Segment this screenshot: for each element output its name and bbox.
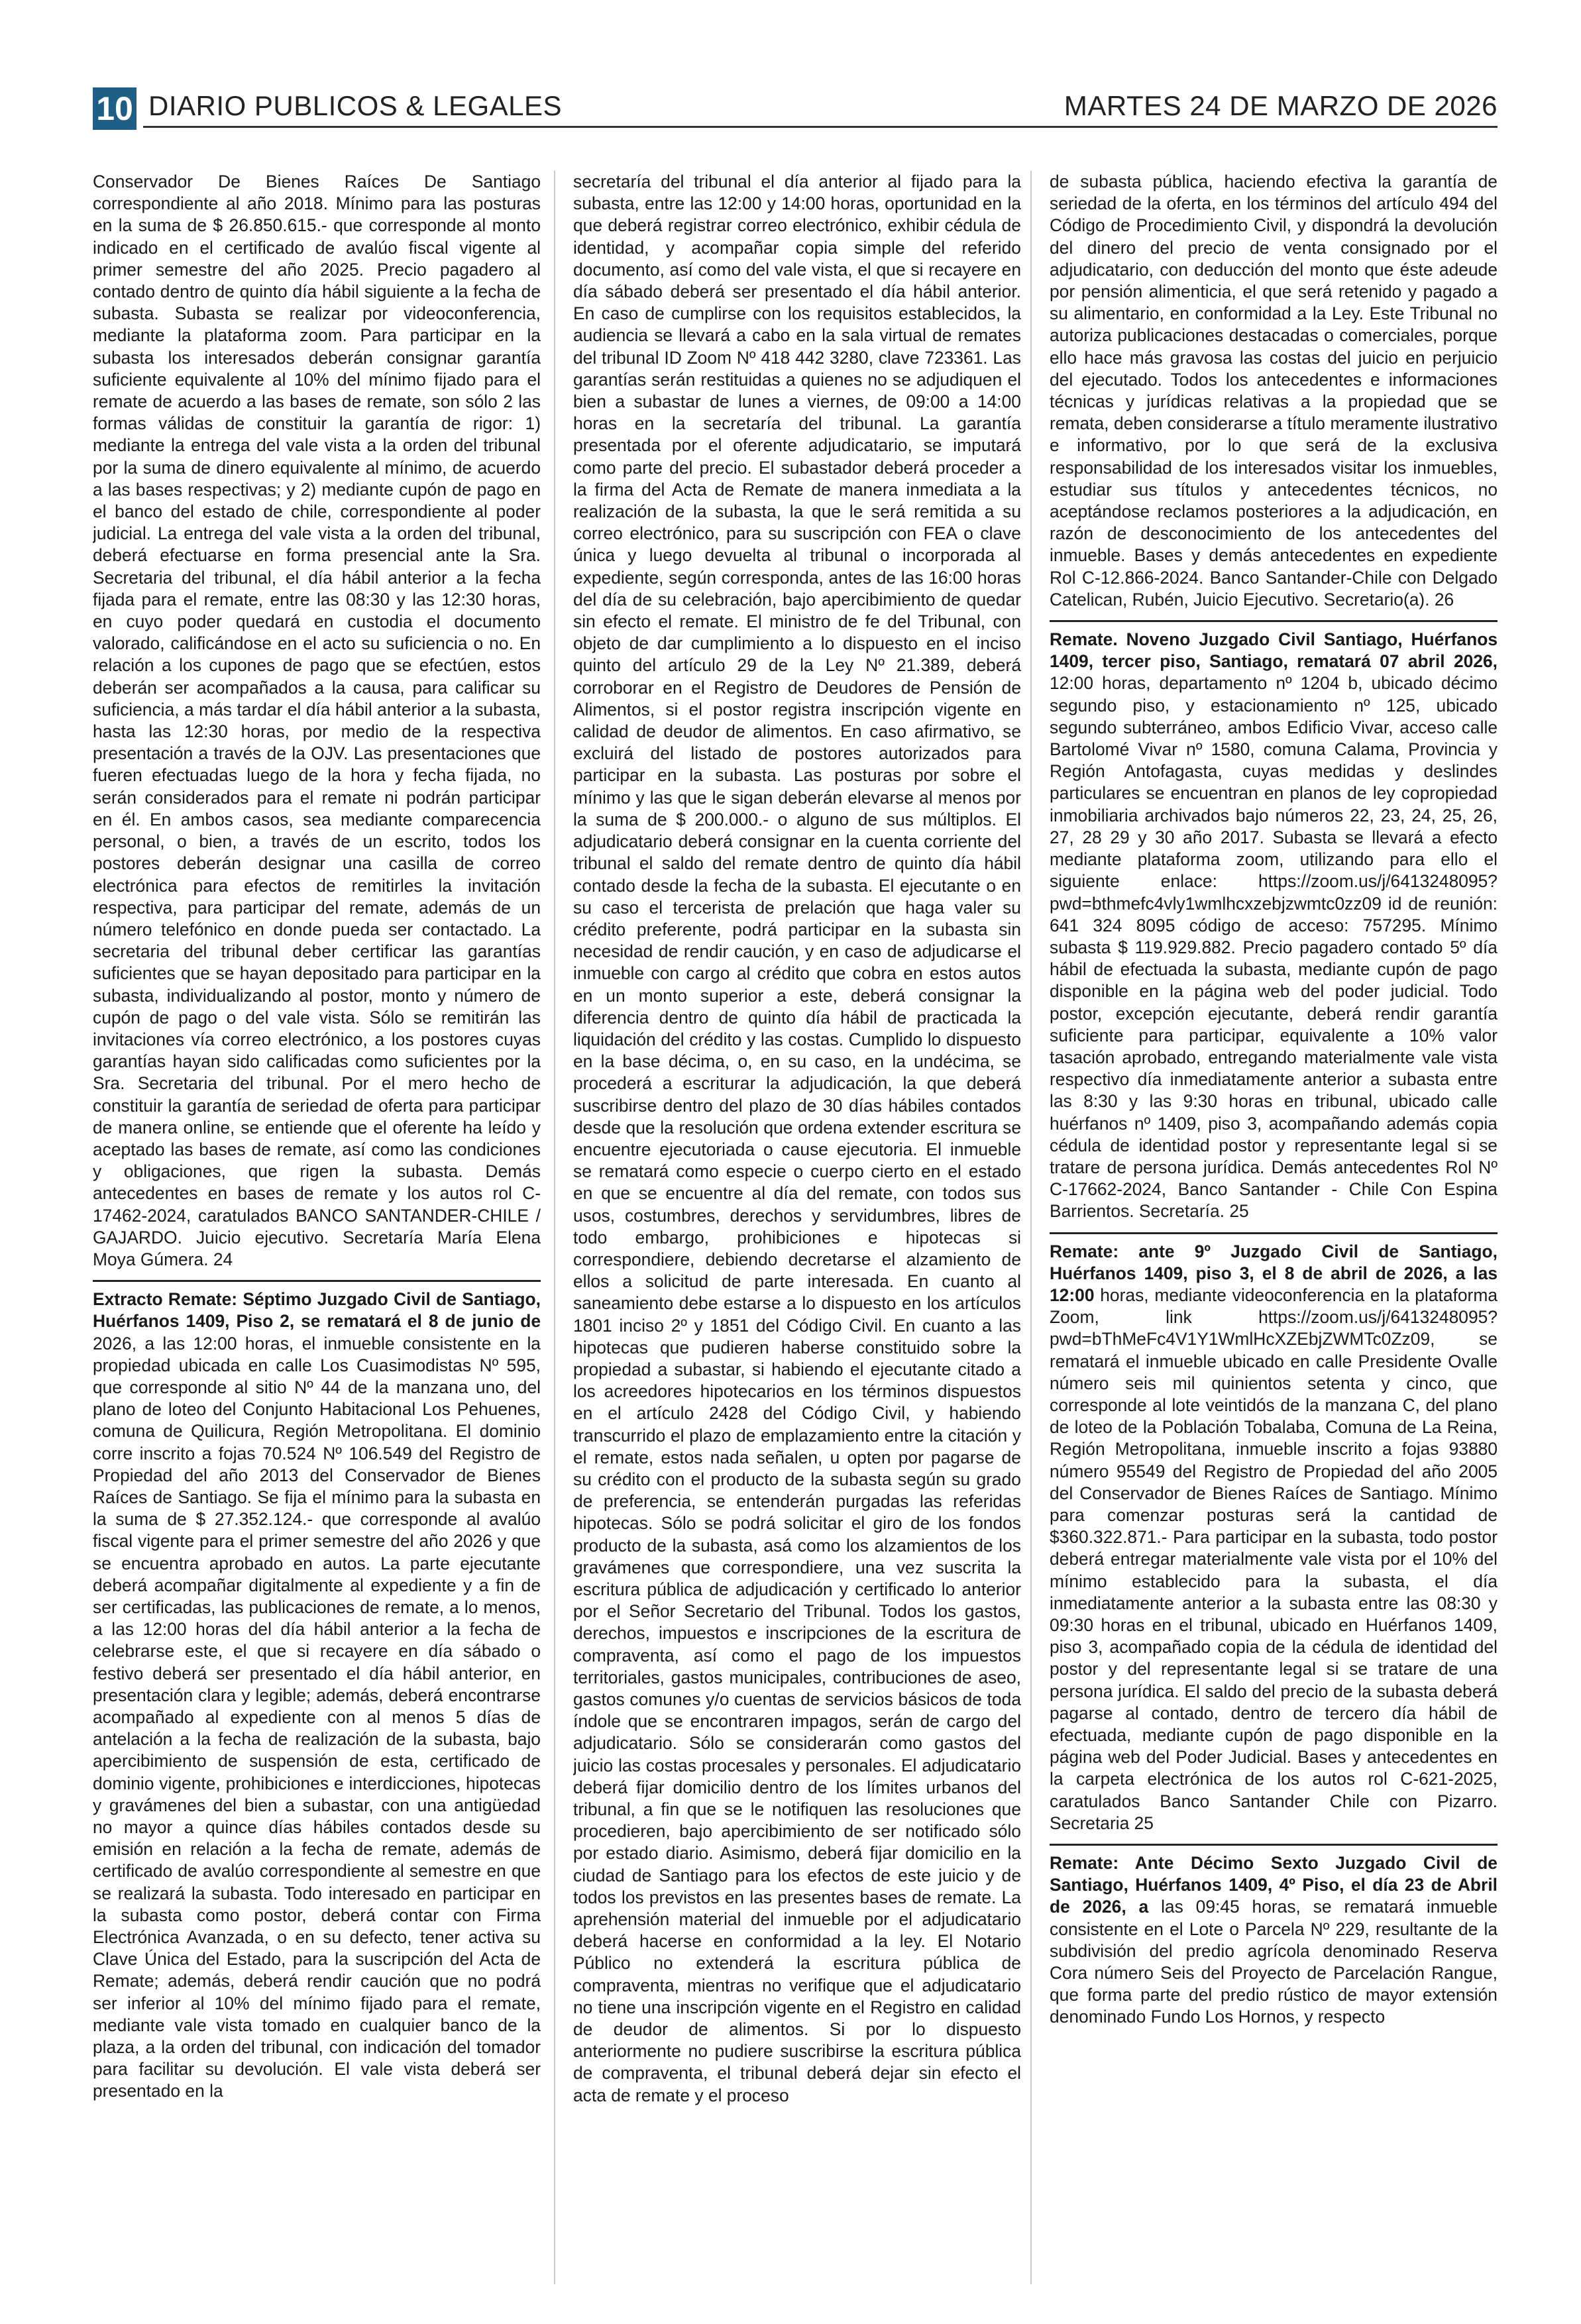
notice-body: 2026, a las 12:00 horas, el inmueble consistente en la propiedad ubicada en calle Los Cuasimodistas Nº 595, que corresponde al sitio Nº 44 de la manzana uno, del plano de loteo del Conjunto Habitacional Los Pehuenes, comuna de Quilicura, Región Metropolitana. El dominio corre inscrito a fojas 70.524 Nº 106.549 del Registro de Propiedad del año 2013 del Conservador de Bienes Raíces de Santiago. Se fija el mínimo para la subasta en la suma de $ 27.352.124.- que corresponde al avalúo fiscal vigente para el primer semestre del año 2026 y que se encuentra aprobado en autos. La parte ejecutante deberá acompañar digitalmente al expediente y a fin de ser certificadas, las publicaciones de remate, a lo menos, a las 12:00 horas del día hábil anterior a la fecha de celebrarse este, el que si recayere en día sábado o festivo deberá ser presentado el día hábil anterior, en presentación clara y legible; además, deberá encontrarse acompañado al expediente con al menos 5 días de antelación a la fecha de realización de la subasta, bajo apercibimiento de suspensión de esta, certificado de dominio vigente, prohibiciones e interdicciones, hipotecas y gravámenes del bien a subastar, con una antigüedad no mayor a quince días hábiles contados desde su emisión en relación a la fecha de remate, además de certificado de avalúo correspondiente al semestre en que se realizará la subasta. Todo interesado en participar en la subasta como postor, deberá contar con Firma Electrónica Avanzada, o en su defecto, tener activa su Clave Única del Estado, para la suscripción del Acta de Remate; además, deberá rendir caución que no podrá ser inferior al 10% del mínimo fijado para el remate, mediante vale vista tomado en cualquier banco de la plaza, a la orden del tribunal, con indicación del tomador para facilitar su devolución. El vale vista deberá ser presentado en la [93, 1333, 541, 2101]
masthead [93, 83, 1498, 134]
column-divider [554, 171, 555, 2284]
notice-heading: Extracto Remate: Séptimo Juzgado Civil de Santiago, Huérfanos 1409, Piso 2, se rematará el 8 de junio de [93, 1289, 541, 1332]
page-number: 10 [93, 87, 136, 130]
notice-noveno-juzgado [1050, 629, 1498, 1222]
notice-body: las 09:45 horas, se rematará inmueble consistente en el Lote o Parcela Nº 229, resultante de la subdivisión del predio agrícola denominado Reserva Cora número Seis del Proyecto de Parcelación Rangue, que forma parte del predio rústico de mayor extensión denominado Fundo Los Hornos, y respecto [1050, 1897, 1498, 2027]
notice-separator [93, 1280, 541, 1282]
publication-date: MARTES 24 DE MARZO DE 2026 [1063, 90, 1498, 121]
notice-9-juzgado [1050, 1241, 1498, 1834]
notice-heading: Remate: ante 9º Juzgado Civil de Santiago, Huérfanos 1409, piso 3, el 8 de abril de 2026, a las 12:00 [1050, 1241, 1498, 1305]
notice-continuation [1050, 171, 1498, 611]
column-divider [1030, 171, 1032, 2284]
notice-body: horas, mediante videoconferencia en la plataforma Zoom, link https://zoom.us/j/6413248095?pwd=bThMeFc4V1Y1WmlHcXZEbjZWMTc0Zz09, se rematará el inmueble ubicado en calle Presidente Ovalle número seis mil quinientos setenta y cinco, que corresponde al lote veintidós de la manzana C, del plano de loteo de la Población Tobalaba, Comuna de La Reina, Región Metropolitana, inmueble inscrito a fojas 93880 número 95549 del Registro de Propiedad del año 2005 del Conservador de Bienes Raíces de Santiago. Mínimo para comenzar posturas será la cantidad de $360.322.871.- Para participar en la subasta, todo postor deberá entregar materialmente vale vista por el 10% del mínimo establecido para la subasta, el día inmediatamente anterior a la subasta entre las 08:30 y 09:30 horas en el tribunal, ubicado en Huérfanos 1409, piso 3, acompañado copia de la cédula de identidad del postor y del representante legal si se tratare de una persona jurídica. El saldo del precio de la subasta deberá pagarse al contado, dentro de tercero día hábil de efectuada, mediante cupón de pago disponible en la página web del Poder Judicial. Bases y antecedentes en la carpeta electrónica de los autos rol C-621-2025, caratulados Banco Santander Chile con Pizarro. Secretaria 25 [1050, 1285, 1498, 1833]
column-1 [93, 171, 541, 2284]
notice-heading: Remate: Ante Décimo Sexto Juzgado Civil de Santiago, Huérfanos 1409, 4º Piso, el día 23 de Abril de 2026, a [1050, 1853, 1498, 1917]
notice-septimo-juzgado [93, 1289, 541, 2103]
notice-body: de subasta pública, haciendo efectiva la garantía de seriedad de la oferta, en los términos del artículo 494 del Código de Procedimiento Civil, y dispondrá la devolución del dinero del precio de venta consignado por el adjudicatario, con deducción del monto que éste adeude por pensión alimenticia, el que será retenido y pagado a su alimentario, en conformidad a la Ley. Este Tribunal no autoriza publicaciones destacadas o comerciales, porque ello hace más gravosa las costas del juicio en perjuicio del ejecutado. Todos los antecedentes e informaciones técnicas y jurídicas relativas a la propiedad que se remata, deben considerarse a título meramente ilustrativo e informativo, por lo que será de la exclusiva responsabilidad de los interesados visitar los inmuebles, estudiar sus títulos y antecedentes técnicos, no aceptándose reclamos posteriores a la adjudicación, en razón de desconocimiento de los antecedentes del inmueble. Bases y demás antecedentes en expediente Rol C-12.866-2024. Banco Santander-Chile con Delgado Catelican, Rubén, Juicio Ejecutivo. Secretario(a). 26 [1050, 172, 1498, 609]
notice-continuation [93, 171, 541, 1271]
notice-separator [1050, 1844, 1498, 1846]
header-rule [143, 126, 1498, 128]
notice-decimo-sexto-juzgado [1050, 1852, 1498, 2029]
column-3 [1050, 171, 1498, 2284]
newspaper-name: DIARIO PUBLICOS & LEGALES [148, 90, 563, 121]
notice-separator [1050, 620, 1498, 622]
notice-body: secretaría del tribunal el día anterior al fijado para la subasta, entre las 12:00 y 14:00 horas, oportunidad en la que deberá registrar correo electrónico, exhibir cédula de identidad, y acompañar copia simple del referido documento, así como del vale vista, el que si recayere en día sábado deberá ser presentado el día hábil anterior. En caso de cumplirse con los requisitos establecidos, la audiencia se llevará a cabo en la sala virtual de remates del tribunal ID Zoom Nº 418 442 3280, clave 723361. Las garantías serán restituidas a quienes no se adjudiquen el bien a subastar de lunes a viernes, de 09:00 a 14:00 horas en la secretaría del tribunal. La garantía presentada por el oferente adjudicatario, se imputará como parte del precio. El subastador deberá proceder a la firma del Acta de Remate de manera inmediata a la realización de la subasta, la que le será remitida a su correo electrónico, para su suscripción con FEA o clave única y luego devuelta al tribunal o incorporada al expediente, según corresponda, antes de las 16:00 horas del día de su celebración, bajo apercibimiento de quedar sin efecto el remate. El ministro de fe del Tribunal, con objeto de dar cumplimiento a lo dispuesto en el inciso quinto del artículo 29 de la Ley Nº 21.389, deberá corroborar en el Registro de Deudores de Pensión de Alimentos, si el postor registra inscripción vigente en calidad de deudor de alimentos. En caso afirmativo, se excluirá del listado de postores autorizados para participar en la subasta. Las posturas por sobre el mínimo y las que le sigan deberán elevarse al menos por la suma de $ 200.000.- o alguno de sus múltiplos. El adjudicatario deberá consignar en la cuenta corriente del tribunal el saldo del remate dentro de quinto día hábil contado desde la fecha de la subasta. El ejecutante o en su caso el tercerista de prelación que haga valer su crédito preferente, podrá participar en la subasta sin necesidad de rendir caución, y en caso de adjudicarse el inmueble con cargo al crédito que cobra en estos autos en un monto superior a este, deberá consignar la diferencia dentro de quinto día hábil de practicada la liquidación del crédito y las costas. Cumplido lo dispuesto en la base décima, o, en su caso, en la undécima, se procederá a escriturar la adjudicación, la que deberá suscribirse dentro del plazo de 30 días hábiles contados desde que la resolución que ordena extender escritura se encuentre ejecutoriada o cause ejecutoria. El inmueble se rematará como especie o cuerpo cierto en el estado en que se encuentre al día del remate, con todos sus usos, costumbres, derechos y servidumbres, libres de todo embargo, prohibiciones e hipotecas si correspondiere, debiendo decretarse el alzamiento de ellos a solicitud de parte interesada. En cuanto al saneamiento debe estarse a lo dispuesto en los artículos 1801 inciso 2º y 1851 del Código Civil. En cuanto a las hipotecas que pudieren haberse constituido sobre la propiedad a subastar, si habiendo el ejecutante citado a los acreedores hipotecarios en los términos dispuestos en el artículo 2428 del Código Civil, y habiendo transcurrido el plazo de emplazamiento entre la citación y el remate, estos nada señalen, u opten por pagarse de su crédito con el producto de la subasta según su grado de preferencia, se entenderán purgadas las referidas hipotecas. Sólo se podrá solicitar el giro de los fondos producto de la subasta, asá como los alzamientos de los gravámenes que correspondiere, una vez suscrita la escritura pública de adjudicación y certificado lo anterior por el Señor Secretario del Tribunal. Todos los gastos, derechos, impuestos e inscripciones de la escritura de compraventa, así como el pago de los impuestos territoriales, gastos municipales, contribuciones de aseo, gastos comunes y/o cuentas de servicios básicos de toda índole que se encontraren impagos, serán de cargo del adjudicatario. Sólo se considerarán como gastos del juicio las costas procesales y personales. El adjudicatario deberá fijar domicilio dentro de los límites urbanos del tribunal, a fin que se le notifiquen las resoluciones que procedieren, bajo apercibimiento de ser notificado sólo por estado diario. Asimismo, deberá fijar domicilio en la ciudad de Santiago para los efectos de este juicio y de todos los previstos en las presentes bases de remate. La aprehensión material del inmueble por el adjudicatario deberá hacerse en conformidad a la ley. El Notario Público no extenderá la escritura pública de compraventa, mientras no verifique que el adjudicatario no tiene una inscripción vigente en el Registro en calidad de deudor de alimentos. Si por lo dispuesto anteriormente no pudiere suscribirse la escritura pública de compraventa, el tribunal deberá dejar sin efecto el acta de remate y el proceso [573, 172, 1021, 2105]
notice-continuation [573, 171, 1021, 2107]
notice-heading: Remate. Noveno Juzgado Civil Santiago, Huérfanos 1409, tercer piso, Santiago, rematará 07 abril 2026, [1050, 629, 1498, 672]
notice-body: 12:00 horas, departamento nº 1204 b, ubicado décimo segundo piso, y estacionamiento nº 125, ubicado segundo subterráneo, ambos Edificio Vivar, acceso calle Bartolomé Vivar nº 1580, comuna Calama, Provincia y Región Antofagasta, cuyas medidas y deslindes particulares se encuentran en planos de ley copropiedad inmobiliaria archivados bajo números 22, 23, 24, 25, 26, 27, 28 29 y 30 año 2017. Subasta se llevará a efecto mediante plataforma zoom, utilizando para ello el siguiente enlace: https://zoom.us/j/6413248095?pwd=bthmefc4vly1wmlhcxzebjzwmtc0zz09 id de reunión: 641 324 8095 código de acceso: 757295. Mínimo subasta $ 119.929.882. Precio pagadero contado 5º día hábil de efectuada la subasta, mediante cupón de pago disponible en la página web del poder judicial. Todo postor, excepción ejecutante, deberá rendir garantía suficiente para participar, equivalente a 10% valor tasación aprobado, entregando materialmente vale vista respectivo día inmediatamente anterior a subasta entre las 8:30 y las 9:30 horas en tribunal, ubicado calle huérfanos nº 1409, piso 3, acompañando además copia cédula de identidad postor y representante legal si se tratare de persona jurídica. Demás antecedentes Rol Nº C-17662-2024, Banco Santander - Chile Con Espina Barrientos. Secretaría. 25 [1050, 673, 1498, 1222]
column-2 [573, 171, 1021, 2284]
notice-body: Conservador De Bienes Raíces De Santiago correspondiente al año 2018. Mínimo para las posturas en la suma de $ 26.850.615.- que corresponde al monto indicado en el certificado de avalúo fiscal vigente al primer semestre del año 2025. Precio pagadero al contado dentro de quinto día hábil siguiente a la fecha de subasta. Subasta se realizar por videoconferencia, mediante la plataforma zoom. Para participar en la subasta los interesados deberán consignar garantía suficiente equivalente al 10% del mínimo fijado para el remate de acuerdo a las bases de remate, son sólo 2 las formas válidas de constituir la garantía de rigor: 1) mediante la entrega del vale vista a la orden del tribunal por la suma de dinero equivalente al mínimo, de acuerdo a las bases respectivas; y 2) mediante cupón de pago en el banco del estado de chile, correspondiente al poder judicial. La entrega del vale vista a la orden del tribunal, deberá efectuarse en forma presencial ante la Sra. Secretaria del tribunal, el día hábil anterior a la fecha fijada para el remate, entre las 08:30 y las 12:30 horas, en cuyo poder quedará en custodia el documento valorado, calificándose en el acto su suficiencia o no. En relación a los cupones de pago que se efectúen, estos deberán ser acompañados a la causa, para calificar su suficiencia, a más tardar el día hábil anterior a la subasta, hasta las 12:30 horas, por medio de la respectiva presentación a través de la OJV. Las presentaciones que fueren efectuadas luego de la hora y fecha fijada, no serán considerados para el remate ni podrán participar en él. En ambos casos, sea mediante comparecencia personal, o bien, a través de un escrito, todos los postores deberán designar una casilla de correo electrónica para efectos de remitirles la invitación respectiva, para participar del remate, además de un número telefónico en donde pueda ser contactado. La secretaria del tribunal deber certificar las garantías suficientes que se hayan depositado para participar en la subasta, individualizando al postor, monto y número de cupón de pago o del vale vista. Sólo se remitirán las invitaciones vía correo electrónico, a los postores cuyas garantías hayan sido calificadas como suficientes por la Sra. Secretaria del tribunal. Por el mero hecho de constituir la garantía de seriedad de oferta para participar de manera online, se entiende que el oferente ha leído y aceptado las bases de remate, así como las condiciones y obligaciones, que rigen la subasta. Demás antecedentes en bases de remate y los autos rol C-17462-2024, caratulados BANCO SANTANDER-CHILE / GAJARDO. Juicio ejecutivo. Secretaría María Elena Moya Gúmera. 24 [93, 172, 541, 1269]
notice-separator [1050, 1232, 1498, 1234]
